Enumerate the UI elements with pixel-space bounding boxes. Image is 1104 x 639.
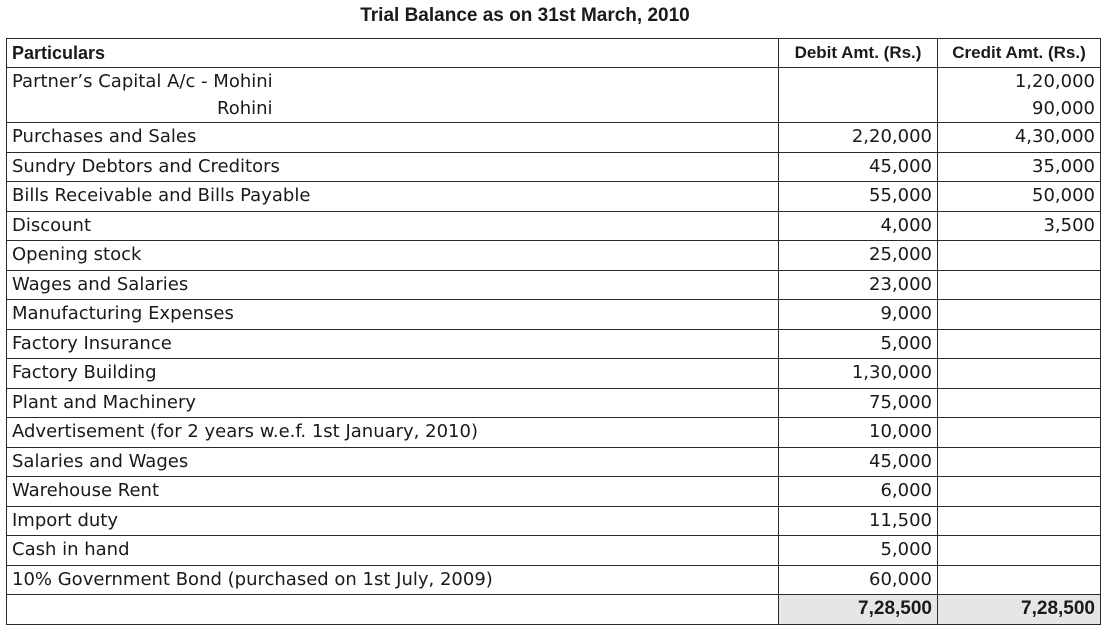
table-row: [7, 329, 1101, 359]
debit-cell: 25,000: [779, 241, 938, 271]
particular-cell: Sundry Debtors and Creditors: [7, 152, 779, 182]
total-debit: 7,28,500: [779, 595, 938, 625]
debit-cell: 1,30,000: [779, 359, 938, 389]
particular-cell: Wages and Salaries: [7, 270, 779, 300]
debit-cell: 2,20,000: [779, 123, 938, 153]
particular-cell: Purchases and Sales: [7, 123, 779, 153]
particular-cell: Discount: [7, 211, 779, 241]
particular-cell: 10% Government Bond (purchased on 1st July, 2009): [7, 565, 779, 595]
total-credit: 7,28,500: [938, 595, 1101, 625]
particular-cell: Import duty: [7, 506, 779, 536]
table-row: [7, 388, 1101, 418]
credit-cell: [938, 536, 1101, 566]
table-row: [7, 536, 1101, 566]
credit-cell: 4,30,000: [938, 123, 1101, 153]
table-row: [7, 211, 1101, 241]
debit-cell: 60,000: [779, 565, 938, 595]
debit-cell: [779, 68, 938, 96]
particular-cell: Bills Receivable and Bills Payable: [7, 182, 779, 212]
particular-cell: Plant and Machinery: [7, 388, 779, 418]
table-header-row: [7, 39, 1101, 68]
credit-cell: 35,000: [938, 152, 1101, 182]
credit-cell: [938, 241, 1101, 271]
rohini-label: Rohini: [217, 98, 273, 119]
table-row: [7, 182, 1101, 212]
particular-cell: Salaries and Wages: [7, 447, 779, 477]
table-body: [7, 68, 1101, 595]
credit-cell: [938, 300, 1101, 330]
table-row: [7, 447, 1101, 477]
page-title: Trial Balance as on 31st March, 2010: [360, 5, 690, 26]
credit-cell: 1,20,000: [938, 68, 1101, 96]
credit-cell: [938, 477, 1101, 507]
table-row: [7, 477, 1101, 507]
debit-cell: 5,000: [779, 536, 938, 566]
table-row: [7, 241, 1101, 271]
table-row: [7, 565, 1101, 595]
debit-cell: 45,000: [779, 447, 938, 477]
credit-cell: [938, 447, 1101, 477]
table-row: [7, 300, 1101, 330]
debit-header: Debit Amt. (Rs.): [779, 39, 938, 68]
debit-cell: 5,000: [779, 329, 938, 359]
debit-cell: 4,000: [779, 211, 938, 241]
particular-cell: Factory Building: [7, 359, 779, 389]
capital-row-rohini: [7, 95, 1101, 123]
debit-cell: 6,000: [779, 477, 938, 507]
debit-cell: 75,000: [779, 388, 938, 418]
credit-cell: [938, 565, 1101, 595]
credit-cell: [938, 418, 1101, 448]
debit-cell: 9,000: [779, 300, 938, 330]
particular-cell: Warehouse Rent: [7, 477, 779, 507]
debit-cell: [779, 95, 938, 123]
credit-cell: 90,000: [938, 95, 1101, 123]
credit-cell: [938, 270, 1101, 300]
particular-cell: Advertisement (for 2 years w.e.f. 1st January, 2010): [7, 418, 779, 448]
credit-cell: 50,000: [938, 182, 1101, 212]
debit-cell: 45,000: [779, 152, 938, 182]
particular-cell: Opening stock: [7, 241, 779, 271]
total-row: [7, 595, 1101, 625]
table-row: [7, 418, 1101, 448]
credit-cell: [938, 388, 1101, 418]
credit-cell: [938, 359, 1101, 389]
debit-cell: 55,000: [779, 182, 938, 212]
debit-cell: 11,500: [779, 506, 938, 536]
table-row: [7, 270, 1101, 300]
capital-row-mohini: [7, 68, 1101, 96]
table-row: [7, 506, 1101, 536]
credit-cell: 3,500: [938, 211, 1101, 241]
credit-header: Credit Amt. (Rs.): [938, 39, 1101, 68]
particular-cell: Factory Insurance: [7, 329, 779, 359]
particular-cell: Manufacturing Expenses: [7, 300, 779, 330]
total-label-cell: [7, 595, 779, 625]
particular-cell: [7, 95, 779, 123]
table-row: [7, 359, 1101, 389]
credit-cell: [938, 329, 1101, 359]
debit-cell: 10,000: [779, 418, 938, 448]
particular-cell: Cash in hand: [7, 536, 779, 566]
debit-cell: 23,000: [779, 270, 938, 300]
particulars-header: Particulars: [7, 39, 779, 68]
table-row: [7, 123, 1101, 153]
table-row: [7, 152, 1101, 182]
trial-balance-table: [6, 38, 1101, 625]
particular-cell: Partner’s Capital A/c - Mohini: [7, 68, 779, 96]
credit-cell: [938, 506, 1101, 536]
